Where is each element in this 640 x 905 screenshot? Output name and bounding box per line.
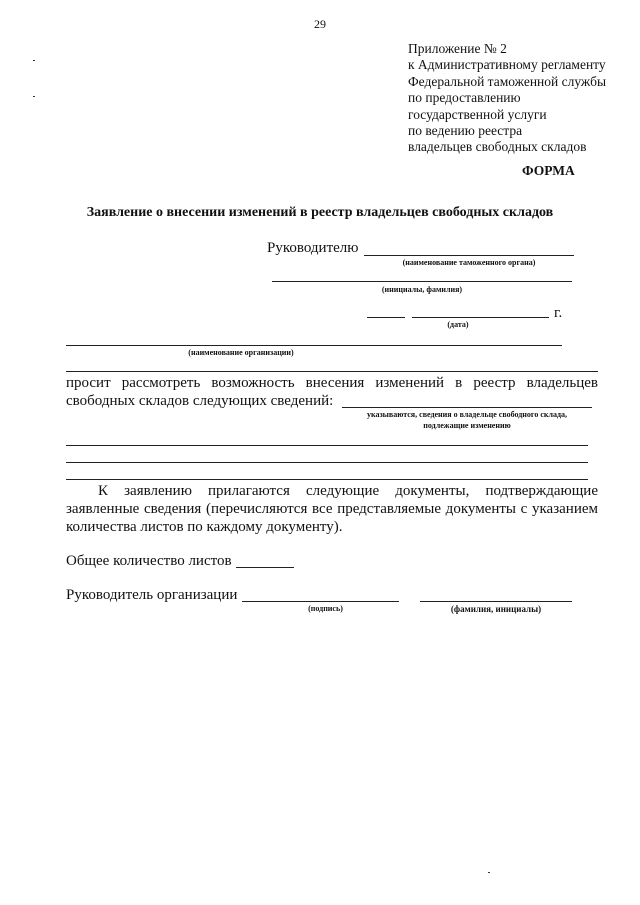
organization-caption: (наименование организации)	[188, 348, 294, 357]
request-line-2: свободных складов следующих сведений:	[66, 393, 334, 409]
signature-label: Руководитель организации	[66, 587, 238, 603]
scan-speck	[33, 60, 35, 61]
appendix-line: Приложение № 2	[408, 41, 507, 56]
organization-line	[66, 345, 562, 346]
scan-speck	[33, 96, 35, 97]
customs-authority-line	[364, 255, 574, 256]
name-line	[420, 601, 572, 602]
addressee-label: Руководителю	[267, 240, 359, 256]
appendix-header	[408, 41, 606, 156]
date-year-suffix: г.	[554, 305, 563, 321]
page-number: 29	[314, 17, 326, 31]
total-sheets-line	[236, 567, 294, 568]
attachments-line-1: К заявлению прилагаются следующие документы, подтверждающие	[98, 483, 598, 499]
customs-authority-caption: (наименование таможенного органа)	[402, 258, 536, 267]
blank-line-2	[66, 462, 588, 463]
signature-line	[242, 601, 399, 602]
appendix-line: к Административному регламенту	[408, 57, 606, 73]
appendix-line: по ведению реестра	[408, 123, 523, 139]
form-label: ФОРМА	[522, 163, 575, 178]
scan-speck	[488, 872, 490, 873]
blank-line-1	[66, 445, 588, 446]
appendix-line: по предоставлению	[408, 90, 521, 106]
name-caption: (фамилия, инициалы)	[450, 604, 542, 614]
appendix-line: государственной услуги	[408, 106, 547, 122]
date-month-line	[412, 317, 549, 318]
signature-caption: (подпись)	[308, 604, 343, 613]
attachments-line-2: заявленные сведения (перечисляются все представляемые документы с указанием	[66, 501, 598, 517]
blank-line-3	[66, 479, 588, 480]
request-line-1: просит рассмотреть возможность внесения изменений в реестр владельцев	[66, 375, 598, 391]
appendix-line: Федеральной таможенной службы	[408, 73, 607, 89]
organization-line-2	[66, 371, 598, 372]
total-sheets-label: Общее количество листов	[66, 553, 232, 569]
initials-caption: (инициалы, фамилия)	[381, 285, 463, 294]
attachments-line-3: количества листов по каждому документу).	[66, 519, 343, 535]
request-caption-1: указываются, сведения о владельце свободного склада,	[366, 410, 568, 419]
initials-line	[272, 281, 572, 282]
appendix-line: владельцев свободных складов	[408, 139, 587, 155]
date-day-line	[367, 317, 405, 318]
document-title: Заявление о внесении изменений в реестр владельцев свободных складов	[86, 205, 554, 220]
date-caption: (дата)	[447, 320, 469, 329]
request-caption-2: подлежащие изменению	[423, 421, 511, 430]
request-details-line	[342, 407, 592, 408]
